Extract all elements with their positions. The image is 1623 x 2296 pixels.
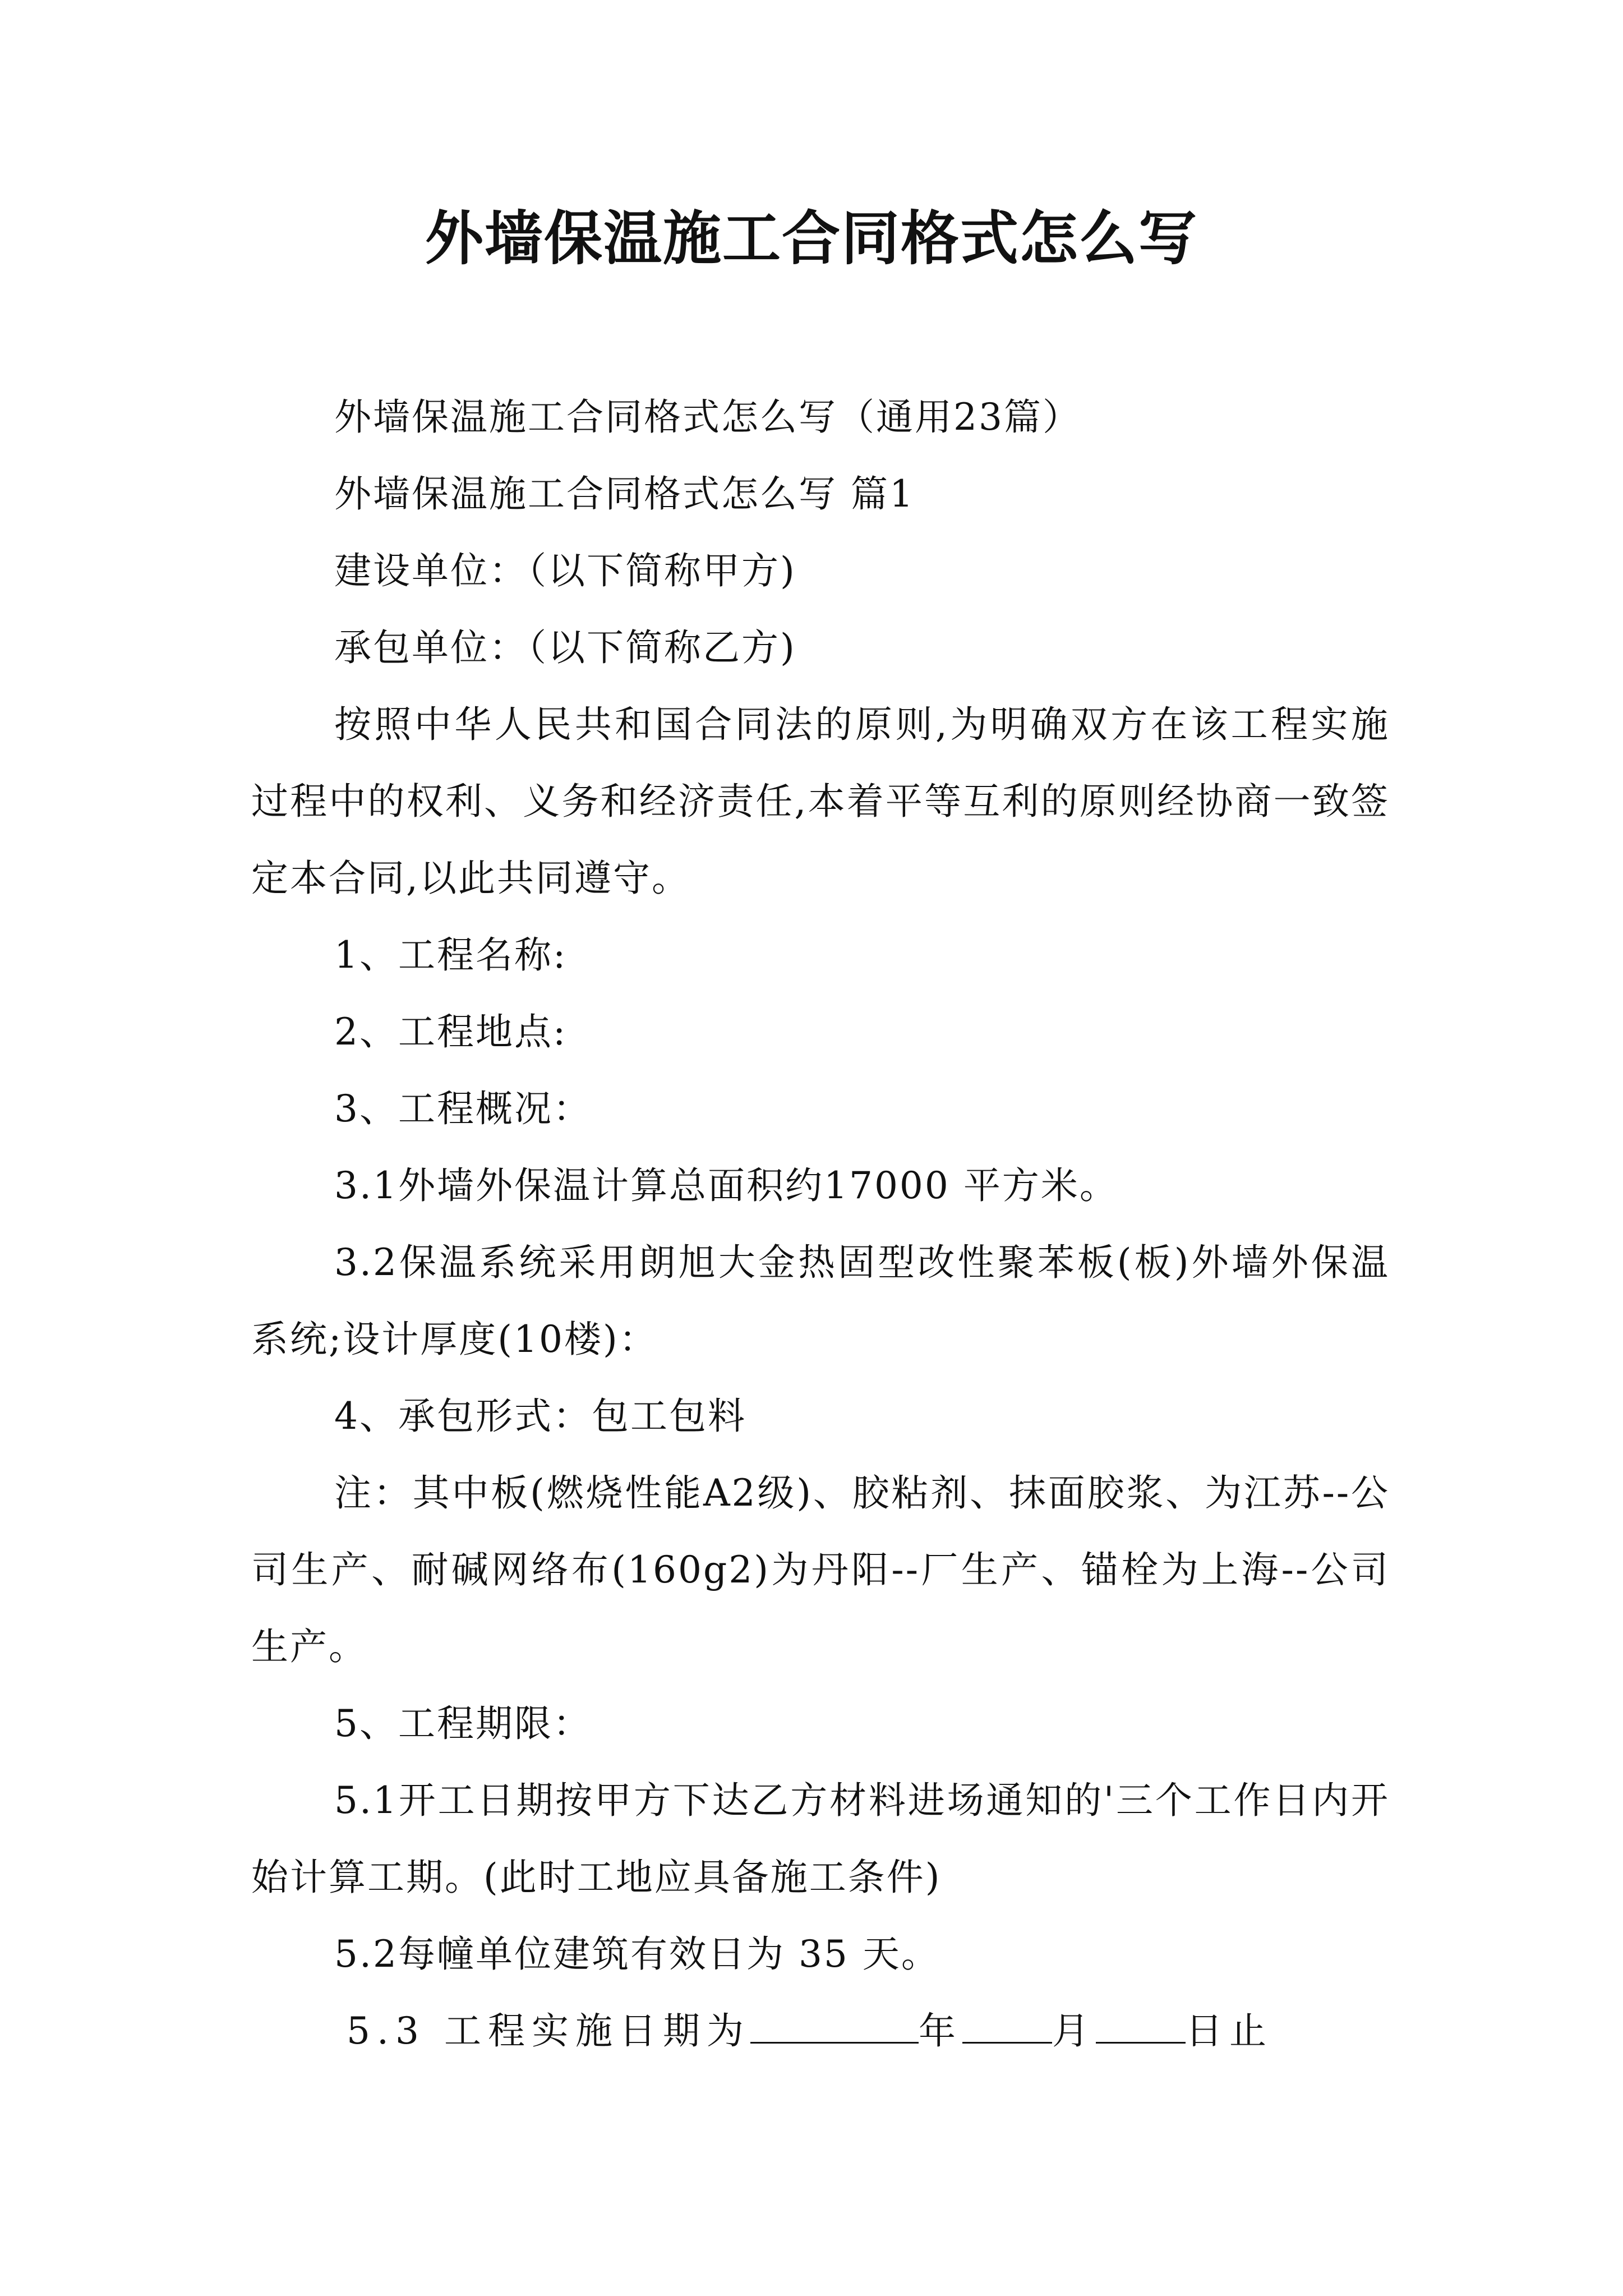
paragraph-note: 注：其中板(燃烧性能A2级)、胶粘剂、抹面胶浆、为江苏--公司生产、耐碱网络布(160g2)为丹阳--厂生产、锚栓为上海--公司生产。 bbox=[251, 1471, 1390, 1668]
clause-5-3-prefix: 5.3 工程实施日期为 bbox=[347, 2009, 750, 2053]
day-blank bbox=[1096, 2008, 1186, 2044]
paragraph-project-period: 5、工程期限： bbox=[334, 1702, 592, 1745]
paragraph-subtitle: 外墙保温施工合同格式怎么写（通用23篇） bbox=[334, 395, 1081, 439]
month-label: 月 bbox=[1052, 2009, 1096, 2053]
paragraph-project-location: 2、工程地点: bbox=[334, 1010, 568, 1053]
paragraph-preamble: 按照中华人民共和国合同法的原则,为明确双方在该工程实施过程中的权利、义务和经济责任,本着平等互利的原则经协商一致签定本合同,以此共同遵守。 bbox=[251, 703, 1390, 900]
month-blank bbox=[962, 2008, 1052, 2044]
document-body bbox=[251, 379, 1390, 2069]
year-label: 年 bbox=[918, 2009, 962, 2053]
paragraph-project-overview: 3、工程概况： bbox=[334, 1087, 592, 1130]
paragraph-clause-3-2: 3.2保温系统采用朗旭大金热固型改性聚苯板(板)外墙外保温系统;设计厚度(10楼)： bbox=[251, 1241, 1390, 1361]
day-label: 日止 bbox=[1185, 2009, 1273, 2053]
paragraph-contract-form: 4、承包形式：包工包料 bbox=[334, 1395, 746, 1438]
document-title: 外墙保温施工合同格式怎么写 bbox=[425, 204, 1198, 273]
year-blank bbox=[750, 2008, 919, 2044]
paragraph-employer: 建设单位：（以下简称甲方) bbox=[334, 549, 796, 592]
paragraph-contractor: 承包单位：（以下简称乙方) bbox=[334, 626, 796, 669]
paragraph-section-heading: 外墙保温施工合同格式怎么写 篇1 bbox=[334, 472, 915, 516]
paragraph-clause-3-1: 3.1外墙外保温计算总面积约17000 平方米。 bbox=[334, 1164, 1118, 1207]
paragraph-project-name: 1、工程名称: bbox=[334, 933, 568, 977]
paragraph-clause-5-1: 5.1开工日期按甲方下达乙方材料进场通知的'三个工作日内开始计算工期。(此时工地应具备施工条件) bbox=[251, 1779, 1390, 1899]
paragraph-clause-5-3 bbox=[251, 1993, 1390, 2069]
paragraph-clause-5-2: 5.2每幢单位建筑有效日为 35 天。 bbox=[334, 1932, 940, 1976]
